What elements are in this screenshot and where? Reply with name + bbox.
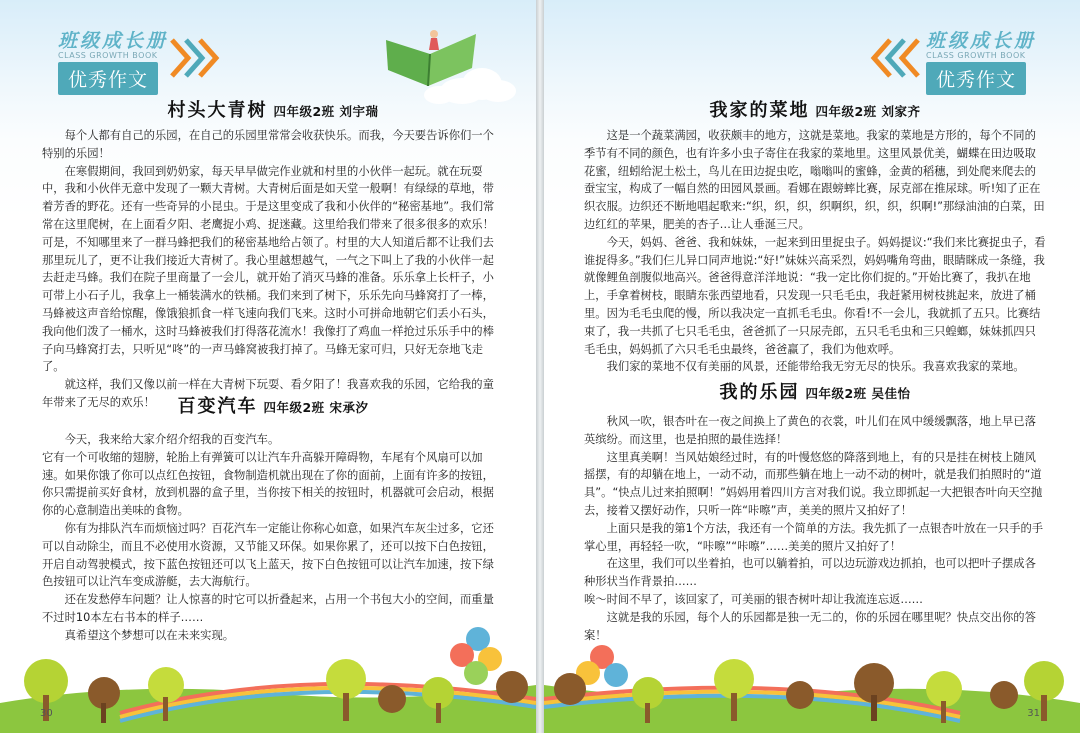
page-header [926,26,1036,95]
essay-transforming-car [42,392,504,645]
paragraph: 这里真美啊！当风姑娘经过时，有的叶慢悠悠的降落到地上，有的只是挂在树枝上随风摇摆，有的却躺在地上，一动不动，而那些躺在地上一动不动的树叶，就是我们拍照时的“道具”。“快点儿过来拍照啊！”妈妈用着四川方言对我们说。我立即抓起一大把银杏叶向天空抛去，接着又摆好动作，只听一阵“咔嚓”声，美美的照片又拍好了！ [584,450,1043,517]
paragraph: 今天，我来给大家介绍介绍我的百变汽车。 [64,433,280,446]
page-header [58,26,168,95]
header-title-en: CLASS GROWTH BOOK [926,51,1026,60]
chevron-left-icon [862,36,922,80]
paragraph: 还在发愁停车问题？让人惊喜的时它可以折叠起来，占用一个书包大小的空间，而重量不过时10本左右书本的样子…… [42,593,494,624]
essay-title [584,378,1046,409]
essay-author: 四年级2班 吴佳怡 [805,386,911,401]
chevron-right-icon [168,36,228,80]
essay-title-text: 我家的菜地 [709,100,810,121]
essay-village-tree [42,100,504,412]
left-page [0,0,536,733]
paragraph: 在寒假期间，我回到奶奶家，每天早早做完作业就和村里的小伙伴一起玩。就在玩耍中，我和小伙伴无意中发现了一颗大青树。大青树后面是如天堂一般啊！有绿绿的草地，带着芳香的野花。还有一些奇异的小昆虫。于是这里变成了我和小伙伴的“秘密基地”。我们常常在这里爬树，在上面看夕阳、老鹰捉小鸡、捉迷藏。这里给我们带来了很多很多的欢乐！可是，不知哪里来了一群马蜂把我们的秘密基地给占领了。村里的大人知道后都不让我们去那里玩儿了，更不让我们接近大青树了。我心里越想越气，一气之下叫上了我的小伙伴一起去赶走马蜂。我们在院子里商量了一会儿，就开始了消灭马蜂的准备。乐乐拿上长杆子，小可带上小石子儿，我拿上一桶装满水的铁桶。我们来到了树下，乐乐先向马蜂窝打了一棒，马蜂被这声音给惊醒，像饿狼抓食一样飞速向我们飞来。这时小可拼命地朝它们丢小石头，我向他们泼了一桶水，这时马蜂被我们打得落花流水！我像打了鸡血一样抢过乐乐手中的棒子向马蜂窝打去，只听见“咚”的一声马蜂窝被我打掉了。马蜂无家可归，只好无奈地飞走了。 [42,164,495,374]
paragraph: 唉～时间不早了，该回家了，可美丽的银杏树叶却让我流连忘返…… [584,592,923,606]
bottom-scenery [0,623,536,733]
book-gutter [536,0,544,733]
header-title-en: CLASS GROWTH BOOK [58,51,158,60]
paragraph: 真希望这个梦想可以在未来实现。 [64,628,235,642]
page-number: 30 [40,708,53,719]
paragraph: 你有为排队汽车而烦恼过吗？百花汽车一定能让你称心如意，如果汽车灰尘过多，它还可以自动除尘，而且不必使用水资源，又节能又环保。如果你累了，还可以按下白色按钮，开启自动驾驶模式，按下蓝色按钮还可以飞上蓝天，按下白色按钮可以让汽车加速，按下绿色按钮可以让汽车变成游艇，去大海航行。 [42,521,494,589]
paragraph: 这就是我的乐园，每个人的乐园都是独一无二的，你的乐园在哪里呢？快点交出你的答案！ [584,610,1036,642]
essay-title-text: 我的乐园 [719,382,800,403]
header-title-cn: 班级成长册 [58,30,169,52]
essay-title [42,96,504,127]
paragraph: 上面只是我的第1个方法，我还有一个简单的方法。我先抓了一点银杏叶放在一只手的手掌心里，再轻轻一吹，“咔嚓”“咔嚓”……美美的照片又拍好了！ [584,521,1044,553]
paragraph: 这是一个蔬菜满园，收获颇丰的地方，这就是菜地。我家的菜地是方形的，每个不同的季节有不同的颜色，也有许多小虫子寄住在我家的菜地里。这里风景优美，蝴蝶在田边吸取花蜜，纽蚓给泥土松土，鸟儿在田边捉虫吃，嗡嗡叫的蜜蜂，金黄的稻穗，到处爬来爬去的蚕宝宝，构成了一幅自然的田园风景画。看娜在跟螃蟀比赛，尿克部在推尿球。听!知了正在织衣服。边织还不断地唱起歌来:“织，织，织，织啊织，织，织，织啊!”那绿油油的白菜，田边红红的苹果，肥美的杏子…让人垂涎三尺。 [584,129,1045,231]
right-page [544,0,1080,733]
essay-title-text: 百变汽车 [177,396,258,417]
header-badge: 优秀作文 [926,62,1026,95]
essay-title [42,392,504,423]
header-badge: 优秀作文 [58,62,158,95]
page-number: 31 [1027,708,1040,719]
paragraph: 它有一个可收缩的翅膀，轮胎上有弹簧可以让汽车升高躲开障碍物，车尾有个风扇可以加速。如果你饿了你可以点红色按钮，食物制造机就出现在了你的面前，上面有许多的按钮，你只需提前买好食材，放到机器的盒子里，当你按下相关的按钮时，机器就可会启动，根据你的心意制造出美味的食物。 [42,450,494,518]
paragraph: 我们家的菜地不仅有美丽的风景，还能带给我无穷无尽的快乐。我喜欢我家的菜地。 [606,360,1025,374]
essay-my-paradise [584,378,1046,644]
essay-title [584,96,1046,127]
paragraph: 就这样，我们又像以前一样在大青树下玩耍、看夕阳了！我喜欢我的乐园，它给我的童年带来了无尽的欢乐！ [42,378,494,409]
paragraph: 每个人都有自己的乐园，在自己的乐园里常常会收获快乐。而我，今天要告诉你们一个特别的乐园！ [42,129,494,160]
essay-vegetable-plot [584,100,1046,376]
paragraph: 在这里，我们可以坐着拍，也可以躺着拍，可以边玩游戏边抓拍，也可以把叶子摆成各种形状当作背景拍…… [584,557,1036,589]
bottom-scenery [544,623,1080,733]
essay-author: 四年级2班 宋承汐 [263,400,369,415]
paragraph: 今天，妈妈、爸爸、我和妹妹，一起来到田里捉虫子。妈妈提议:“我们来比赛捉虫子，看谁捉得多。”我们仨儿异口同声地说:“好!”妹妹兴高采烈，妈妈嘴角弯曲，眼睛眯成一条缝，我就像鲤鱼剖腹似地高兴。爸爸得意洋洋地说：“我一定比你们捉的。”开始比赛了，我扒在地上，手拿着树枝，眼睛东张西望地看，只发现一只毛毛虫，我赶紧用树枝挑起来，放进了桶里。因为毛毛虫爬的慢，所以我决定一直抓毛毛虫。你看!不一会儿，我就抓了五只。比赛结束了，我一共抓了七只毛毛虫，爸爸抓了一只尿壳郎，五只毛毛虫和三只蝗螂，妹妹抓四只毛毛虫，妈妈抓了六只毛毛虫最终，爸爸赢了，我们为他欢呼。 [584,235,1046,356]
header-title-cn: 班级成长册 [926,30,1037,52]
paragraph: 秋风一吹，银杏叶在一夜之间换上了黄色的衣裳，叶儿们在风中缓缓飘落，地上早已落英缤纷。而这里，也是拍照的最佳选择！ [584,415,1036,446]
essay-author: 四年级2班 刘家齐 [815,104,921,119]
essay-title-text: 村头大青树 [167,100,268,121]
essay-author: 四年级2班 刘宇瑞 [273,104,379,119]
